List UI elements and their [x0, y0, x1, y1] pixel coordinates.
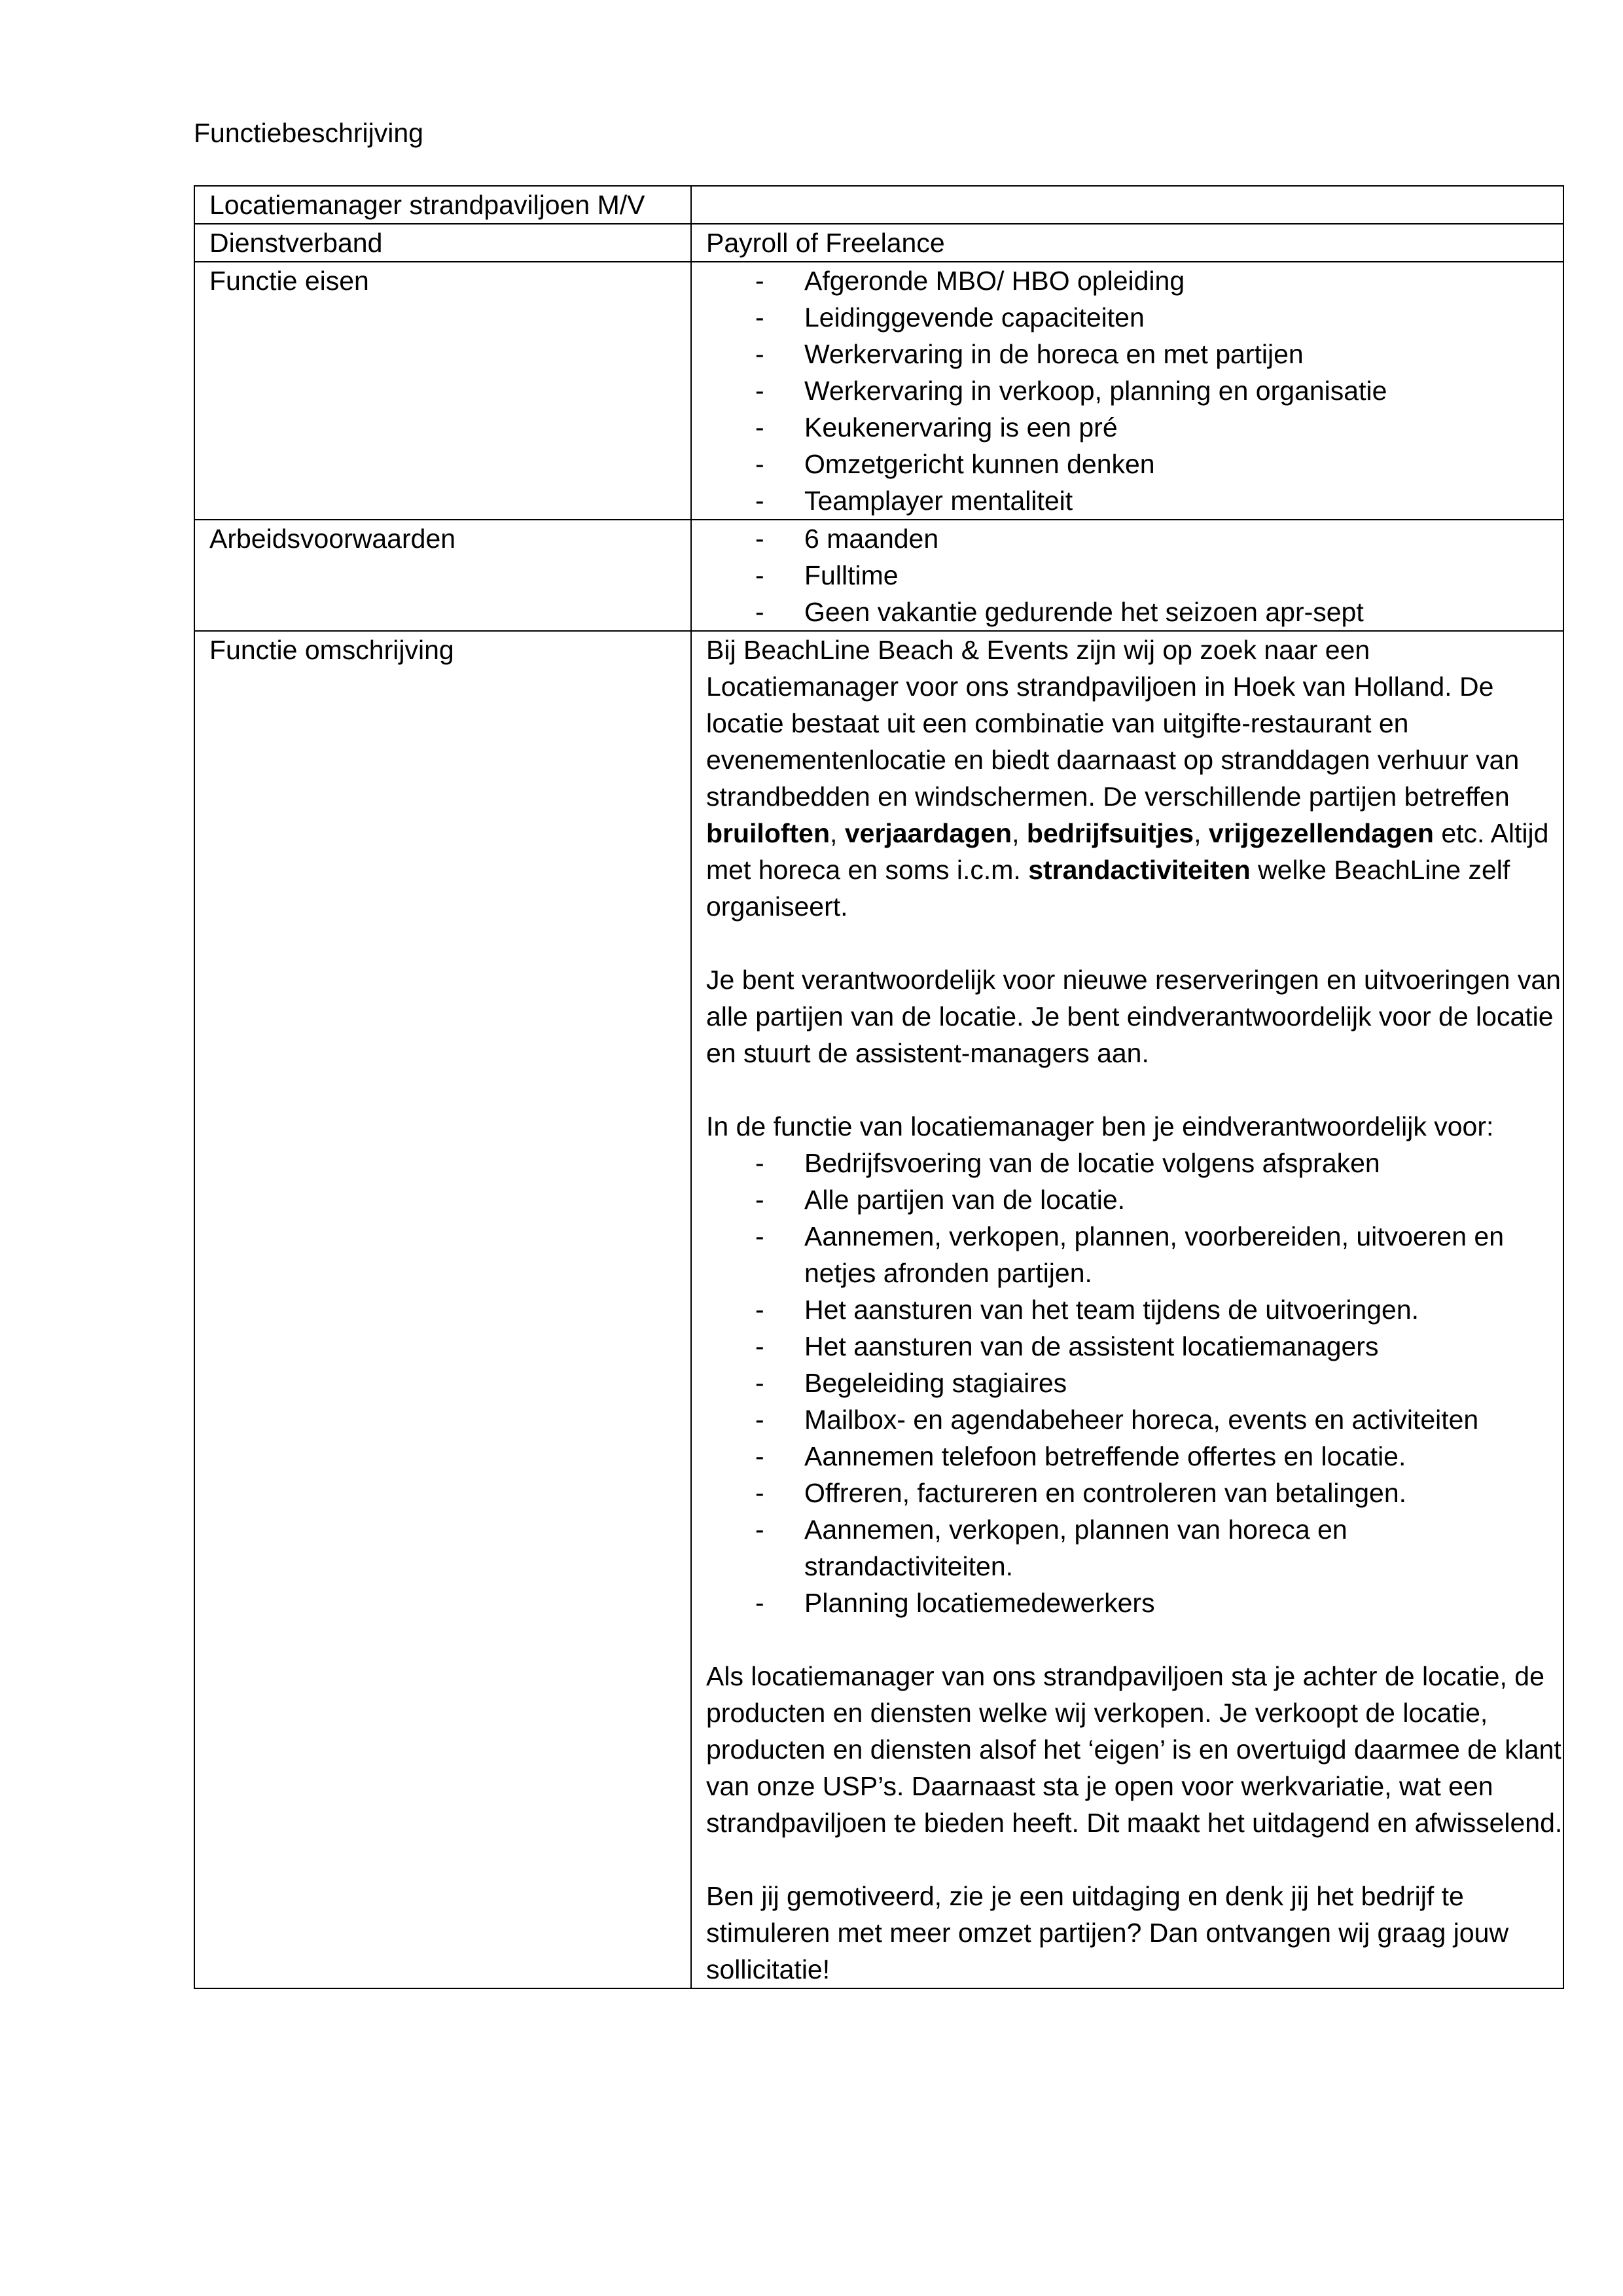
- description-paragraph-1: Bij BeachLine Beach & Events zijn wij op zoek naar een Locatiemanager voor ons strandpaviljoen in Hoek van Holland. De locatie bestaat uit een combinatie van uitgifte-restaurant en evenementenlocatie en biedt daarnaast op stranddagen verhuur van strandbedden en windschermen. De verschillende partijen betreffen bruiloften, verjaardagen, bedrijfsuitjes, vrijgezellendagen etc. Altijd met horeca en soms i.c.m. strandactiviteiten welke BeachLine zelf organiseert.: [706, 635, 1549, 922]
- list-item: - Het aansturen van de assistent locatiemanagers: [755, 1331, 1379, 1361]
- job-title-value-cell: [691, 186, 1563, 224]
- description-paragraph-3: In de functie van locatiemanager ben je eindverantwoordelijk voor:: [706, 1111, 1494, 1141]
- list-item: - Begeleiding stagiaires: [755, 1368, 1067, 1398]
- list-item: - Teamplayer mentaliteit: [755, 486, 1073, 516]
- description-paragraph-4: Als locatiemanager van ons strandpaviljoen sta je achter de locatie, de producten en diensten welke wij verkopen. Je verkoopt de locatie, producten en diensten alsof het ‘eigen’ is en overtuigd daarmee de klant van onze USP’s. Daarnaast sta je open voor werkvariatie, wat een strandpaviljoen te bieden heeft. Dit maakt het uitdagend en afwisselend.: [706, 1661, 1563, 1838]
- list-item: - Fulltime: [755, 560, 899, 590]
- page-title: Functiebeschrijving: [194, 118, 423, 148]
- table-row: [194, 224, 1563, 262]
- employment-label: Dienstverband: [194, 224, 691, 262]
- list-item: - Planning locatiemedewerkers: [755, 1588, 1155, 1618]
- list-item: - Werkervaring in verkoop, planning en organisatie: [755, 376, 1387, 406]
- list-item: - Omzetgericht kunnen denken: [755, 449, 1155, 479]
- table-row: [194, 186, 1563, 224]
- list-item: - Geen vakantie gedurende het seizoen apr-sept: [755, 597, 1364, 627]
- list-item: - Bedrijfsvoering van de locatie volgens afspraken: [755, 1148, 1380, 1178]
- list-item: - Werkervaring in de horeca en met partijen: [755, 339, 1304, 369]
- list-item: - Aannemen, verkopen, plannen van horeca en strandactiviteiten.: [755, 1515, 1347, 1581]
- list-item: - Afgeronde MBO/ HBO opleiding: [755, 266, 1185, 296]
- table-row: [194, 631, 1563, 1988]
- list-item: - Leidinggevende capaciteiten: [755, 302, 1145, 332]
- list-item: - Alle partijen van de locatie.: [755, 1185, 1126, 1215]
- requirements-list: [706, 262, 1563, 519]
- function-description-table: [194, 185, 1564, 1989]
- list-item: - Aannemen, verkopen, plannen, voorbereiden, uitvoeren en netjes afronden partijen.: [755, 1221, 1505, 1288]
- description-paragraph-2: Je bent verantwoordelijk voor nieuwe reserveringen en uitvoeringen van alle partijen van de locatie. Je bent eindverantwoordelijk voor de locatie en stuurt de assistent-managers aan.: [706, 965, 1561, 1068]
- description-value: [691, 631, 1563, 1988]
- description-paragraph-5: Ben jij gemotiveerd, zie je een uitdaging en denk jij het bedrijf te stimuleren met meer omzet partijen? Dan ontvangen wij graag jouw sollicitatie!: [706, 1881, 1509, 1984]
- conditions-list: [706, 520, 1563, 630]
- job-title-cell: Locatiemanager strandpaviljoen M/V: [194, 186, 691, 224]
- list-item: - Het aansturen van het team tijdens de uitvoeringen.: [755, 1295, 1419, 1325]
- conditions-label: Arbeidsvoorwaarden: [194, 520, 691, 631]
- conditions-value: [691, 520, 1563, 631]
- responsibilities-list: [706, 1145, 1563, 1621]
- requirements-value: [691, 262, 1563, 520]
- requirements-label: Functie eisen: [194, 262, 691, 520]
- list-item: - 6 maanden: [755, 524, 939, 554]
- employment-value: Payroll of Freelance: [691, 224, 1563, 262]
- list-item: - Keukenervaring is een pré: [755, 412, 1118, 442]
- table-row: [194, 520, 1563, 631]
- list-item: - Offreren, factureren en controleren van betalingen.: [755, 1478, 1407, 1508]
- description-label: Functie omschrijving: [194, 631, 691, 1988]
- list-item: - Aannemen telefoon betreffende offertes en locatie.: [755, 1441, 1406, 1471]
- list-item: - Mailbox- en agendabeheer horeca, events en activiteiten: [755, 1405, 1479, 1435]
- table-row: [194, 262, 1563, 520]
